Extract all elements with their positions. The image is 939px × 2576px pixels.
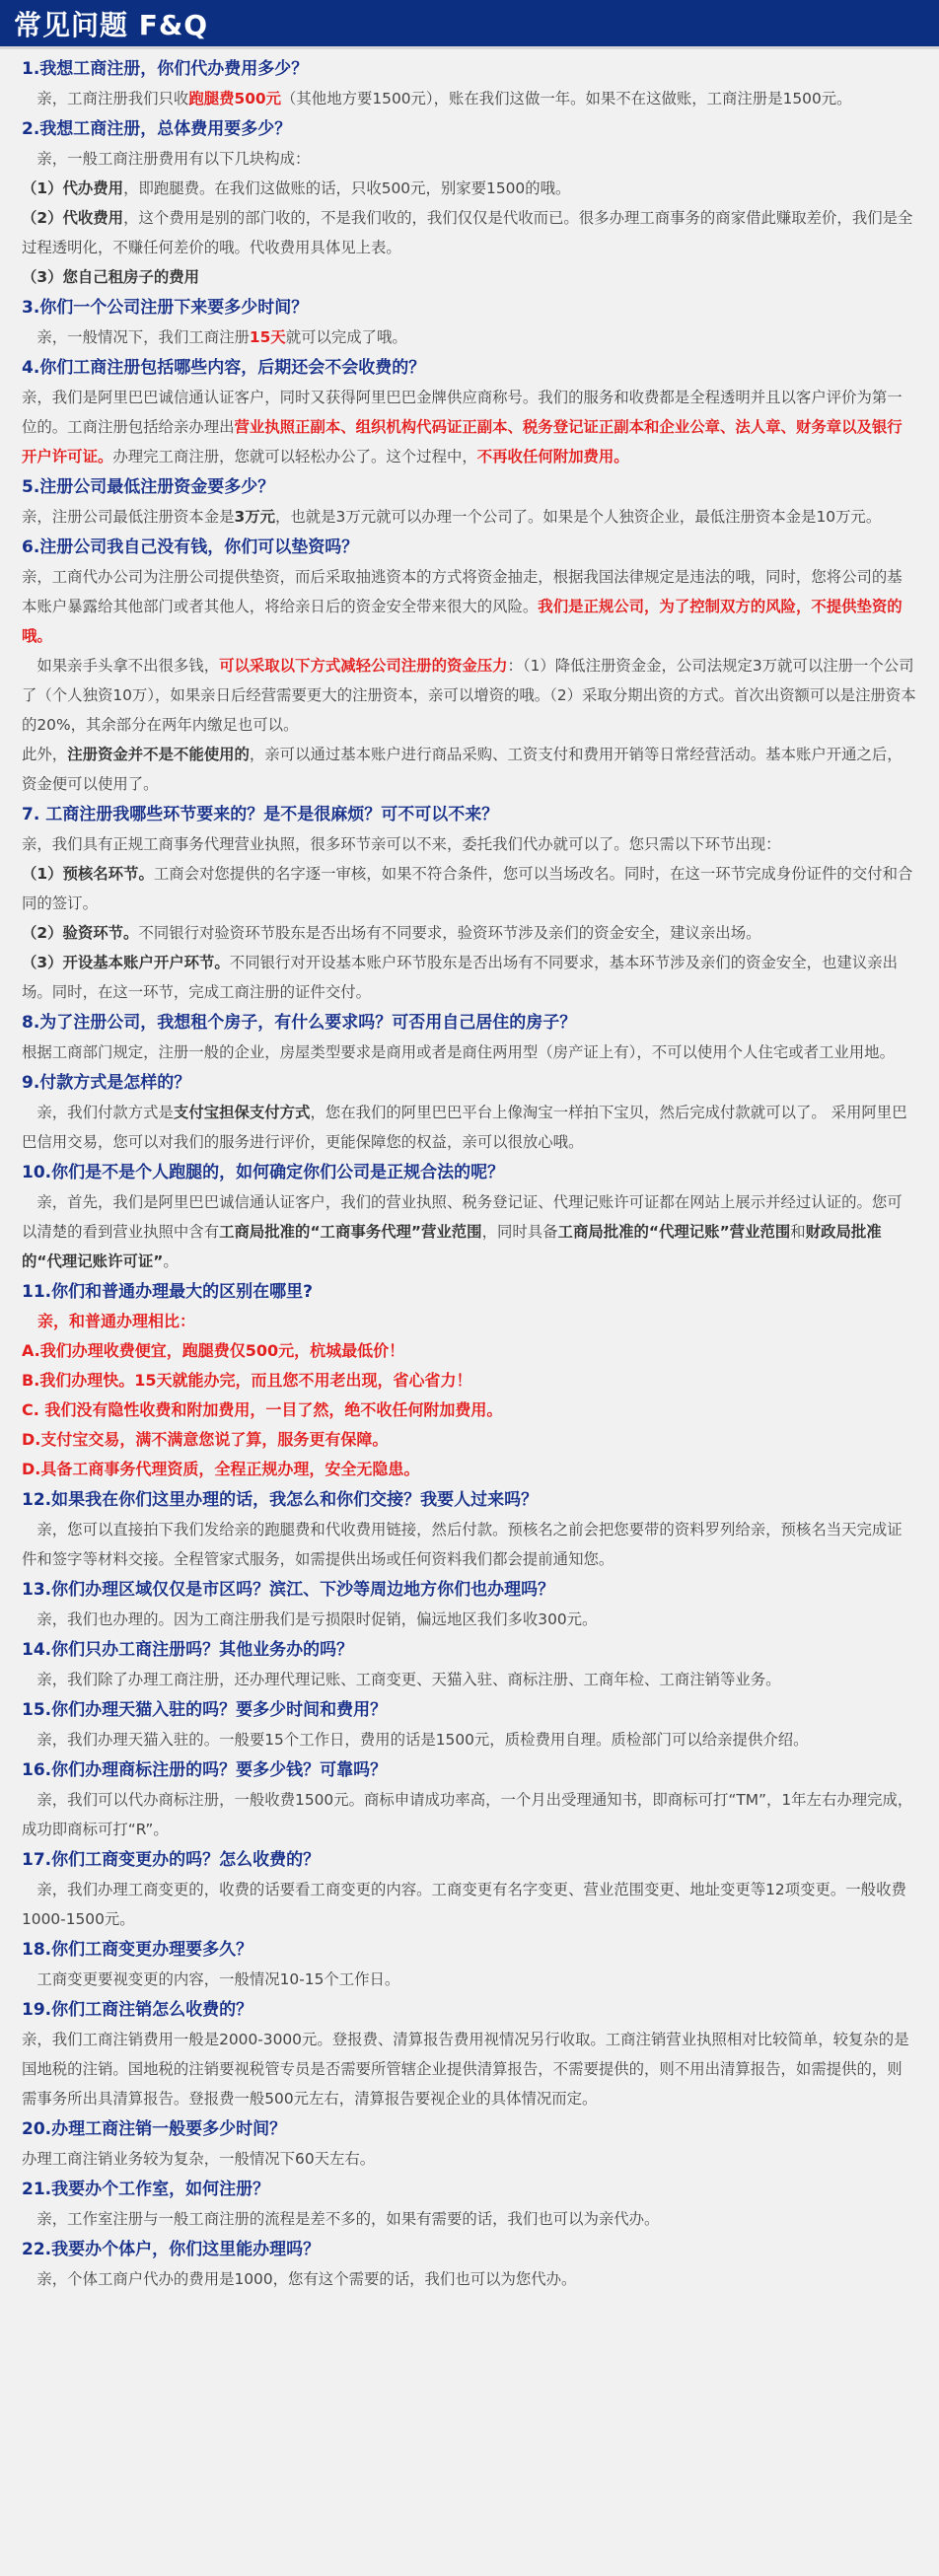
faq-item — [22, 293, 917, 352]
answer-text: 办理工商注销业务较为复杂，一般情况下60天左右。 — [22, 2150, 376, 2168]
faq-answer — [22, 1038, 917, 1067]
bold-text: 支付宝担保支付方式 — [173, 1104, 311, 1121]
answer-text: 根据工商部门规定，注册一般的企业，房屋类型要求是商用或者是商住两用型（房产证上有），不可以使用个人住宅或者工业用地。 — [22, 1043, 895, 1061]
faq-question: 3.你们一个公司注册下来要多少时间？ — [22, 298, 309, 318]
answer-text: 亲，工商代办公司为注册公司提供垫资，而后采取抽逃资本的方式将资金抽走，根据我国法律规定是违法的哦，同时，您将公司的基本账户暴露给其他部门或者其他人，将给亲日后的资金安全带来很大的风险。 — [22, 568, 903, 615]
highlight-text: B.我们办理快。15天就能办完，而且您不用老出现，省心省力！ — [22, 1371, 472, 1390]
answer-text: 不同银行对开设基本账户环节股东是否出场有不同要求，基本环节涉及亲们的资金安全，也建议亲出场。同时，在这一环节，完成工商注册的证件交付。 — [22, 954, 898, 1001]
answer-text: ，即跑腿费。在我们这做账的话，只收500元，别家要1500的哦。 — [123, 179, 571, 197]
faq-item — [22, 472, 917, 532]
faq-item — [22, 1485, 917, 1574]
faq-item — [22, 1635, 917, 1694]
faq-answer — [22, 1366, 917, 1395]
faq-question: 14.你们只办工商注册吗？其他业务办的吗？ — [22, 1640, 354, 1660]
faq-answer — [22, 144, 917, 174]
faq-item — [22, 1995, 917, 2113]
faq-item — [22, 1068, 917, 1157]
highlight-text: 可以采取以下方式减轻公司注册的资金压力 — [219, 657, 508, 675]
answer-text: （其他地方要1500元），账在我们这做一年。如果不在这做账，工商注册是1500元。 — [281, 90, 852, 107]
faq-header — [0, 0, 939, 49]
faq-answer — [22, 1785, 917, 1844]
faq-question: 13.你们办理区域仅仅是市区吗？滨江、下沙等周边地方你们也办理吗？ — [22, 1580, 555, 1600]
faq-item — [22, 1158, 917, 1276]
faq-question: 20.办理工商注销一般要多少时间？ — [22, 2119, 287, 2139]
faq-answer — [22, 651, 917, 740]
faq-answer — [22, 859, 917, 918]
highlight-text: 跑腿费500元 — [188, 90, 282, 107]
highlight-text: A.我们办理收费便宜，跑腿费仅500元，杭城最低价！ — [22, 1341, 405, 1360]
faq-answer — [22, 383, 917, 471]
faq-answer — [22, 1665, 917, 1694]
answer-text: 亲，您可以直接拍下我们发给亲的跑腿费和代收费用链接，然后付款。预核名之前会把您要带的资料罗列给亲，预核名当天完成证件和签字等材料交接。全程管家式服务，如需提供出场或任何资料我们都会提前通知您。 — [22, 1521, 903, 1568]
faq-answer — [22, 948, 917, 1007]
highlight-text: 15天 — [249, 328, 286, 346]
answer-text: 亲，我们工商注销费用一般是2000-3000元。登报费、清算报告费用视情况另行收取。工商注销营业执照相对比较简单，较复杂的是国地税的注销。国地税的注销要视税管专员是否需要所管辖企业提供清算报告，不需要提供的，则不用出清算报告，如需提供的，则需事务所出具清算报告。登报费一般500元左右，清算报告要视企业的具体情况而定。 — [22, 2031, 909, 2108]
faq-item — [22, 114, 917, 292]
highlight-text: 不再收任何附加费用。 — [476, 448, 629, 465]
answer-text: 亲，我们是阿里巴巴诚信通认证客户，同时又获得阿里巴巴金牌供应商称号。我们的服务和收费都是全程透明并且以客户评价为第一位的。工商注册包括给亲办理出 — [22, 389, 903, 436]
faq-question: 22.我要办个体户，你们这里能办理吗？ — [22, 2240, 321, 2259]
answer-text: 亲，注册公司最低注册资本金是 — [22, 508, 235, 526]
bold-text: 财政局批准的“代理记账许可证” — [22, 1223, 882, 1270]
faq-answer — [22, 1725, 917, 1754]
faq-item — [22, 353, 917, 471]
faq-answer — [22, 1098, 917, 1157]
answer-text: 办理完工商注册，您就可以轻松办公了。这个过程中， — [112, 448, 477, 465]
answer-text: 亲，我们可以代办商标注册，一般收费1500元。商标申请成功率高，一个月出受理通知书，即商标可打“TM”，1年左右办理完成，成功即商标可打“R”。 — [22, 1791, 913, 1838]
faq-question: 4.你们工商注册包括哪些内容，后期还会不会收费的？ — [22, 358, 426, 378]
faq-answer — [22, 174, 917, 203]
faq-item — [22, 1277, 917, 1484]
answer-text: 亲，工作室注册与一般工商注册的流程是差不多的，如果有需要的话，我们也可以为亲代办。 — [22, 2210, 660, 2228]
bold-text: （3）开设基本账户开户环节。 — [22, 954, 230, 971]
faq-answer — [22, 2264, 917, 2294]
faq-answer — [22, 502, 917, 532]
faq-question: 15.你们办理天猫入驻的吗？要多少时间和费用？ — [22, 1700, 388, 1720]
bold-text: 注册资金并不是不能使用的 — [67, 746, 250, 763]
faq-answer — [22, 2204, 917, 2234]
highlight-text: 亲，和普通办理相比： — [22, 1312, 196, 1330]
highlight-text: 我们是正规公司，为了控制双方的风险，不提供垫资的哦。 — [22, 598, 903, 645]
answer-text: 。 — [163, 1252, 179, 1270]
faq-question: 9.付款方式是怎样的？ — [22, 1073, 191, 1093]
answer-text: ：（1）降低注册资金金，公司法规定3万就可以注册一个公司了（个人独资10万），如果亲日后经营需要更大的注册资本，亲可以增资的哦。（2）采取分期出资的方式。首次出资额可以是注册资本的20%，其余部分在两年内缴足也可以。 — [22, 657, 916, 734]
faq-question: 18.你们工商变更办理要多久？ — [22, 1940, 253, 1960]
faq-item — [22, 1008, 917, 1067]
faq-item — [22, 800, 917, 1007]
faq-answer — [22, 1336, 917, 1366]
answer-text: 亲，首先，我们是阿里巴巴诚信通认证客户，我们的营业执照、税务登记证、代理记账许可证都在网站上展示并经过认证的。您可以清楚的看到营业执照中含有 — [22, 1193, 903, 1241]
faq-question: 7. 工商注册我哪些环节要来的？是不是很麻烦？可不可以不来？ — [22, 805, 499, 824]
faq-answer — [22, 918, 917, 948]
faq-answer — [22, 1965, 917, 1994]
faq-answer — [22, 2144, 917, 2174]
faq-answer — [22, 829, 917, 859]
answer-text: 亲，我们也办理的。因为工商注册我们是亏损限时促销，偏远地区我们多收300元。 — [22, 1610, 598, 1628]
faq-answer — [22, 1425, 917, 1455]
answer-text: ，亲可以通过基本账户进行商品采购、工资支付和费用开销等日常经营活动。基本账户开通之后，资金便可以使用了。 — [22, 746, 903, 793]
highlight-text: C. 我们没有隐性收费和附加费用，一目了然，绝不收任何附加费用。 — [22, 1400, 503, 1419]
bold-text: 工商局批准的“工商事务代理”营业范围 — [219, 1223, 482, 1241]
faq-item — [22, 2235, 917, 2294]
highlight-text: D.具备工商事务代理资质，全程正规办理，安全无隐患。 — [22, 1460, 420, 1478]
bold-text: （2）验资环节。 — [22, 924, 139, 942]
faq-question: 17.你们工商变更办的吗？怎么收费的？ — [22, 1850, 321, 1870]
answer-text: 工商变更要视变更的内容，一般情况10-15个工作日。 — [22, 1970, 400, 1988]
answer-text: ，同时具备 — [481, 1223, 558, 1241]
answer-text: ，这个费用是别的部门收的，不是我们收的，我们仅仅是代收而已。很多办理工商事务的商家借此赚取差价，我们是全过程透明化，不赚任何差价的哦。代收费用具体见上表。 — [22, 209, 913, 256]
faq-item — [22, 1935, 917, 1994]
answer-text: 亲，我们除了办理工商注册，还办理代理记账、工商变更、天猫入驻、商标注册、工商年检、工商注销等业务。 — [22, 1671, 781, 1688]
faq-question: 1.我想工商注册，你们代办费用多少？ — [22, 59, 309, 79]
faq-item — [22, 1695, 917, 1754]
faq-question: 21.我要办个工作室，如何注册？ — [22, 2180, 270, 2199]
faq-answer — [22, 1187, 917, 1276]
faq-answer — [22, 562, 917, 651]
answer-text: 不同银行对验资环节股东是否出场有不同要求，验资环节涉及亲们的资金安全，建议亲出场。 — [138, 924, 761, 942]
faq-item — [22, 54, 917, 113]
answer-text: ，也就是3万元就可以办理一个公司了。如果是个人独资企业，最低注册资本金是10万元。 — [274, 508, 882, 526]
bold-text: （2）代收费用 — [22, 209, 124, 227]
answer-text: 亲，一般情况下，我们工商注册 — [22, 328, 250, 346]
faq-item — [22, 533, 917, 799]
faq-answer — [22, 1875, 917, 1934]
faq-question: 2.我想工商注册，总体费用要多少？ — [22, 119, 292, 139]
bold-text: （1）预核名环节。 — [22, 865, 154, 883]
faq-question: 11.你们和普通办理最大的区别在哪里? — [22, 1282, 313, 1302]
answer-text: 亲，我们付款方式是 — [22, 1104, 174, 1121]
faq-item — [22, 2175, 917, 2234]
answer-text: 和 — [790, 1223, 806, 1241]
highlight-text: 营业执照正副本、组织机构代码证正副本、税务登记证正副本和企业公章、法人章、财务章以及银行开户许可证。 — [22, 418, 903, 465]
faq-answer — [22, 1515, 917, 1574]
faq-answer — [22, 740, 917, 799]
answer-text: 亲，个体工商户代办的费用是1000，您有这个需要的话，我们也可以为您代办。 — [22, 2270, 577, 2288]
answer-text: 就可以完成了哦。 — [285, 328, 407, 346]
page-title: 常见问题 F&Q — [14, 8, 209, 41]
highlight-text: D.支付宝交易，满不满意您说了算，服务更有保障。 — [22, 1430, 389, 1449]
faq-question: 6.注册公司我自己没有钱，你们可以垫资吗？ — [22, 537, 359, 557]
faq-answer — [22, 1395, 917, 1425]
faq-question: 10.你们是不是个人跑腿的，如何确定你们公司是正规合法的呢？ — [22, 1163, 505, 1182]
bold-text: （1）代办费用 — [22, 179, 124, 197]
faq-answer — [22, 2025, 917, 2113]
faq-answer — [22, 1307, 917, 1336]
bold-text: 3万元 — [234, 508, 275, 526]
answer-text: 工商会对您提供的名字逐一审核，如果不符合条件，您可以当场改名。同时，在这一环节完成身份证件的交付和合同的签订。 — [22, 865, 913, 912]
answer-text: 亲，一般工商注册费用有以下几块构成： — [22, 150, 311, 168]
faq-question: 5.注册公司最低注册资金要多少？ — [22, 477, 275, 497]
faq-question: 8.为了注册公司，我想租个房子，有什么要求吗？可否用自己居住的房子？ — [22, 1013, 577, 1033]
answer-text: 如果亲手头拿不出很多钱， — [22, 657, 220, 675]
faq-answer — [22, 322, 917, 352]
faq-question: 16.你们办理商标注册的吗？要多少钱？可靠吗？ — [22, 1760, 388, 1780]
answer-text: 亲，我们具有正规工商事务代理营业执照，很多环节亲可以不来，委托我们代办就可以了。您只需以下环节出现： — [22, 835, 781, 853]
answer-text: 亲，我们办理工商变更的，收费的话要看工商变更的内容。工商变更有名字变更、营业范围变更、地址变更等12项变更。一般收费1000-1500元。 — [22, 1881, 906, 1928]
faq-question: 19.你们工商注销怎么收费的？ — [22, 2000, 253, 2020]
faq-list — [0, 49, 939, 2294]
answer-text: 此外， — [22, 746, 68, 763]
faq-question: 12.如果我在你们这里办理的话，我怎么和你们交接？我要人过来吗？ — [22, 1490, 539, 1510]
faq-item — [22, 1575, 917, 1634]
faq-answer — [22, 1455, 917, 1484]
answer-text: 亲，我们办理天猫入驻的。一般要15个工作日，费用的话是1500元，质检费用自理。质检部门可以给亲提供介绍。 — [22, 1731, 809, 1749]
faq-item — [22, 1845, 917, 1934]
bold-text: 工商局批准的“代理记账”营业范围 — [557, 1223, 791, 1241]
faq-item — [22, 1755, 917, 1844]
faq-answer — [22, 1605, 917, 1634]
answer-text: 亲，工商注册我们只收 — [22, 90, 189, 107]
bold-text: （3）您自己租房子的费用 — [22, 268, 200, 286]
faq-answer — [22, 84, 917, 113]
faq-answer — [22, 203, 917, 262]
faq-item — [22, 2114, 917, 2174]
faq-answer — [22, 262, 917, 292]
answer-text: ，您在我们的阿里巴巴平台上像淘宝一样拍下宝贝，然后完成付款就可以了。 采用阿里巴巴信用交易，您可以对我们的服务进行评价，更能保障您的权益，亲可以很放心哦。 — [22, 1104, 907, 1151]
